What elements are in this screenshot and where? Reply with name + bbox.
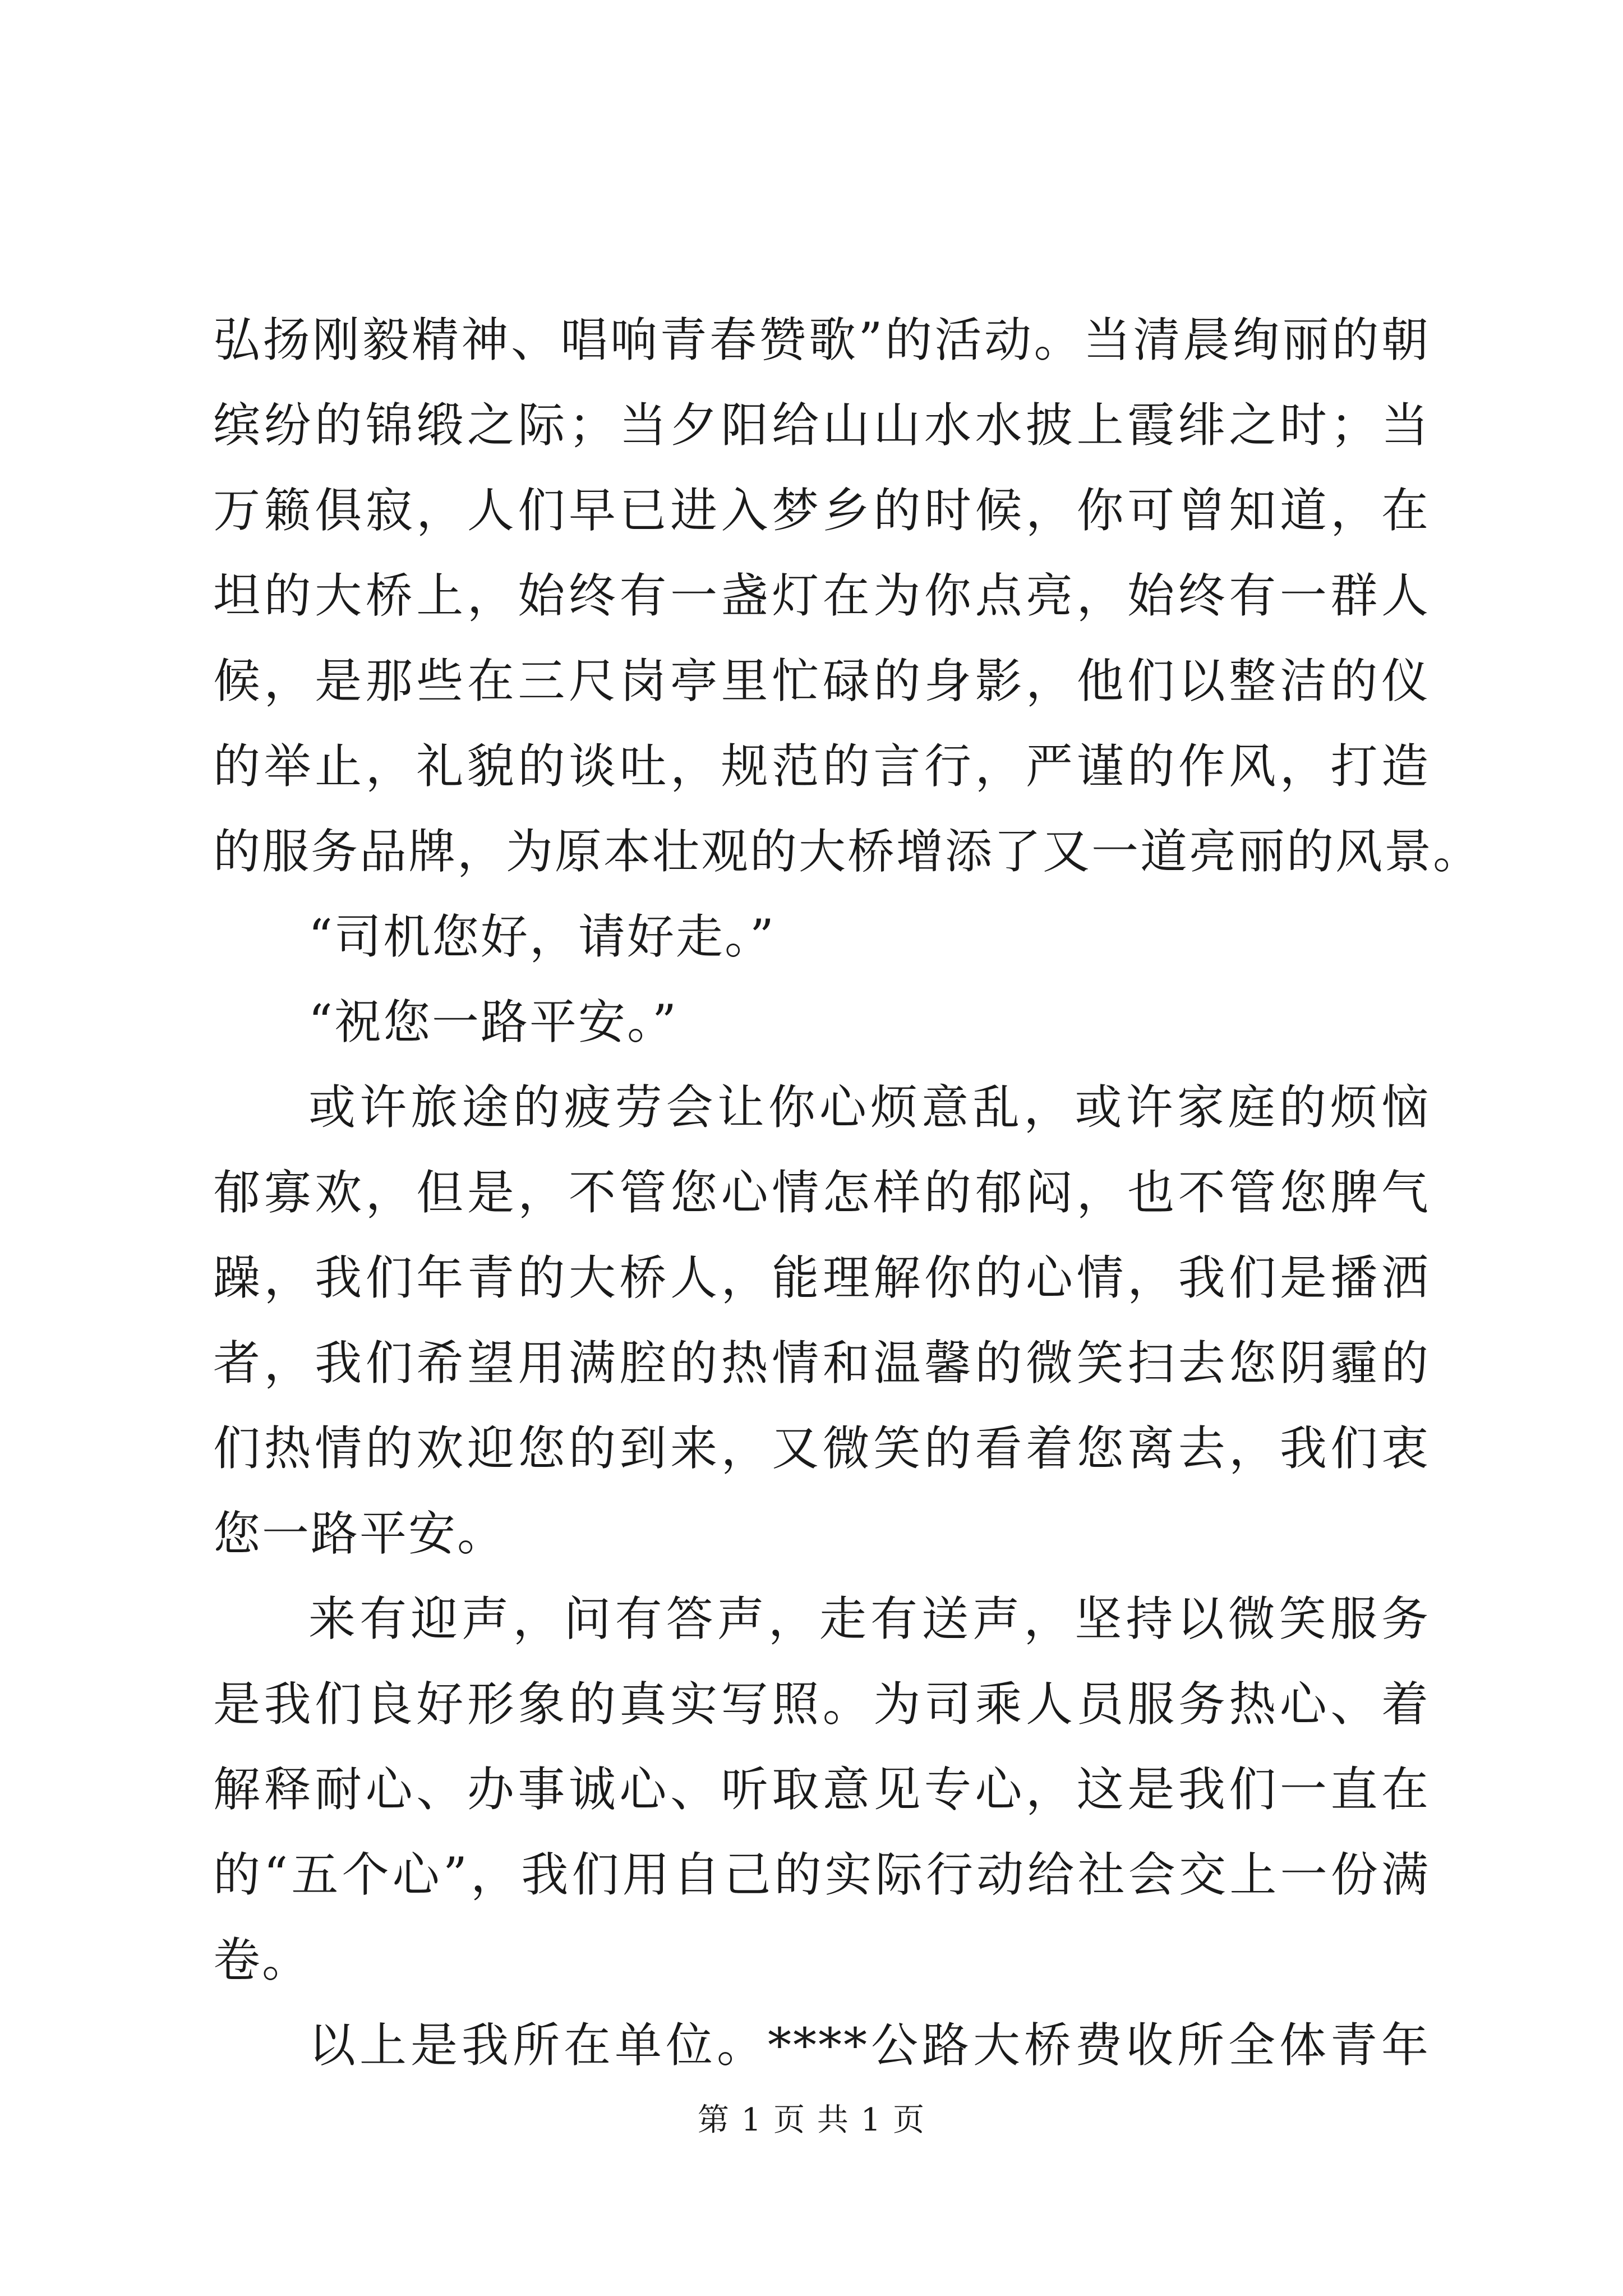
text-line: 的举止，礼貌的谈吐，规范的言行，严谨的作风，打造 xyxy=(213,739,1430,794)
text-line: 郁寡欢，但是，不管您心情怎样的郁闷，也不管您脾气 xyxy=(213,1165,1430,1220)
text-line: “祝您一路平安。” xyxy=(308,995,678,1050)
text-line: 是我们良好形象的真实写照。为司乘人员服务热心、着 xyxy=(213,1677,1430,1732)
page-footer: 第 1 页 共 1 页 xyxy=(697,2102,926,2138)
document-body xyxy=(213,297,1482,2088)
text-line: 者，我们希望用满腔的热情和温馨的微笑扫去您阴霾的 xyxy=(213,1336,1430,1391)
text-line: 躁，我们年青的大桥人，能理解你的心情，我们是播洒 xyxy=(213,1250,1430,1305)
text-line: “司机您好，请好走。” xyxy=(308,909,776,964)
text-line: 弘扬刚毅精神、唱响青春赞歌”的活动。当清晨绚丽的朝 xyxy=(213,312,1430,367)
text-line: 们热情的欢迎您的到来，又微笑的看着您离去，我们衷 xyxy=(213,1421,1430,1476)
text-line: 以上是我所在单位。****公路大桥费收所全体青年 xyxy=(308,2018,1430,2073)
text-line: 或许旅途的疲劳会让你心烦意乱，或许家庭的烦恼 xyxy=(308,1080,1430,1135)
text-line: 的“五个心”，我们用自己的实际行动给社会交上一份满 xyxy=(213,1847,1430,1902)
text-line: 来有迎声，问有答声，走有送声，坚持以微笑服务 xyxy=(308,1591,1430,1646)
text-line: 坦的大桥上，始终有一盏灯在为你点亮，始终有一群人 xyxy=(213,568,1430,623)
text-line: 解释耐心、办事诚心、听取意见专心，这是我们一直在 xyxy=(213,1762,1430,1817)
text-line: 缤纷的锦缎之际；当夕阳给山山水水披上霞绯之时；当 xyxy=(213,398,1430,453)
text-line: 的服务品牌，为原本壮观的大桥增添了又一道亮丽的风景。 xyxy=(213,824,1482,879)
text-line: 候，是那些在三尺岗亭里忙碌的身影，他们以整洁的仪 xyxy=(213,654,1430,708)
text-line: 万籁俱寂，人们早已进入梦乡的时候，你可曾知道，在 xyxy=(213,483,1430,538)
text-line: 您一路平安。 xyxy=(213,1506,506,1561)
text-line: 卷。 xyxy=(213,1932,311,1987)
